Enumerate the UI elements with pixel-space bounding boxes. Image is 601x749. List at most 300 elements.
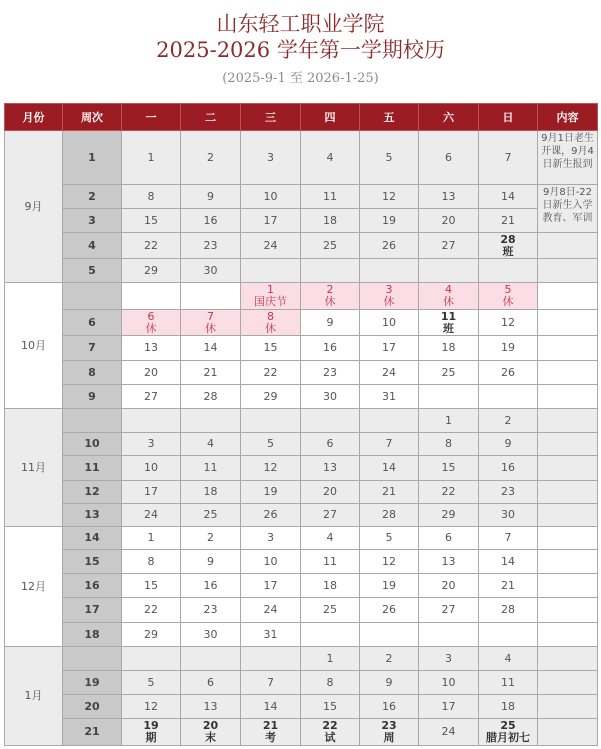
day-cell: [479, 456, 538, 481]
day-number: 5: [267, 437, 274, 450]
day-number: 18: [323, 213, 337, 227]
day-cell: [360, 336, 419, 361]
day-cell: [181, 310, 241, 336]
day-number: 7: [207, 309, 214, 323]
day-cell: [479, 409, 538, 433]
day-number: 5: [385, 150, 393, 164]
day-cell: [360, 456, 419, 481]
day-number: 2: [504, 413, 512, 427]
content-note: [538, 409, 598, 433]
day-number: 4: [445, 283, 452, 296]
day-number: 23: [381, 719, 397, 732]
day-cell: [241, 504, 301, 527]
content-note: [538, 433, 598, 456]
week-row: [5, 574, 598, 598]
week-number: 4: [63, 233, 122, 259]
day-number: 10: [263, 189, 278, 203]
week-row: [5, 336, 598, 361]
day-cell: [360, 433, 419, 456]
day-cell: [301, 361, 360, 385]
day-number: 3: [267, 531, 274, 544]
day-number: 27: [323, 508, 337, 521]
day-cell: [241, 361, 301, 385]
day-number: 17: [382, 341, 396, 354]
day-number: 4: [207, 437, 214, 450]
day-cell: [360, 504, 419, 527]
day-number: 18: [323, 578, 337, 592]
day-cell: [419, 433, 479, 456]
column-header: 月份: [5, 104, 63, 131]
day-cell: [181, 504, 241, 527]
day-cell: [181, 527, 241, 550]
day-number: 18: [441, 341, 456, 354]
day-cell: [419, 719, 479, 746]
day-number: 30: [203, 627, 218, 641]
day-cell: [479, 336, 538, 361]
day-note: 周: [383, 731, 395, 744]
day-number: 28: [500, 232, 516, 246]
day-number: 15: [263, 341, 278, 354]
day-cell: [301, 131, 360, 185]
day-number: 17: [263, 578, 278, 592]
day-note: 腊月初七: [486, 731, 530, 744]
day-cell: [181, 409, 241, 433]
month-label: 12月: [5, 527, 63, 647]
day-cell: [479, 550, 538, 574]
content-note: [538, 481, 598, 504]
day-cell: [181, 550, 241, 574]
day-cell: [181, 433, 241, 456]
week-number: 2: [63, 185, 122, 209]
day-cell: [122, 598, 181, 623]
content-note: 9月8日-22日新生入学教育、军训: [538, 185, 598, 233]
school-calendar-table: [4, 103, 598, 746]
day-number: 10: [144, 461, 158, 474]
day-note: 末: [205, 731, 216, 744]
day-number: 20: [323, 485, 337, 498]
week-number: 17: [63, 598, 122, 623]
content-note: [538, 283, 598, 310]
day-number: 12: [501, 315, 515, 329]
day-cell: [241, 456, 301, 481]
column-header: 二: [181, 104, 241, 131]
day-cell: [360, 671, 419, 695]
content-note: [538, 336, 598, 361]
day-cell: [122, 527, 181, 550]
week-number: 13: [63, 504, 122, 527]
day-cell: [479, 695, 538, 719]
week-row: [5, 361, 598, 385]
day-cell: [122, 623, 181, 647]
day-cell: [360, 361, 419, 385]
day-number: 7: [385, 437, 393, 450]
month-label: 1月: [5, 647, 63, 746]
day-number: 11: [323, 554, 337, 568]
week-row: [5, 695, 598, 719]
day-number: 29: [144, 627, 158, 641]
day-number: 9: [207, 554, 214, 568]
day-cell: [301, 574, 360, 598]
day-cell: [181, 361, 241, 385]
column-header: 五: [360, 104, 419, 131]
day-cell: [360, 574, 419, 598]
day-number: 1: [326, 651, 334, 665]
day-number: 6: [445, 150, 452, 164]
day-cell: [241, 481, 301, 504]
day-number: 24: [382, 365, 396, 379]
day-note: 班: [443, 321, 454, 335]
week-row: [5, 409, 598, 433]
day-number: 26: [382, 603, 396, 616]
day-number: 12: [382, 189, 396, 203]
day-cell: [241, 259, 301, 283]
day-note: 班: [502, 244, 514, 258]
week-number: 21: [63, 719, 122, 746]
day-note: 试: [324, 731, 336, 744]
day-note: 国庆节: [254, 295, 287, 308]
day-number: 22: [322, 719, 338, 732]
day-cell: [181, 209, 241, 233]
day-cell: [301, 283, 360, 310]
day-cell: [479, 598, 538, 623]
day-number: 5: [385, 531, 393, 544]
day-cell: [122, 574, 181, 598]
content-note: [538, 361, 598, 385]
day-cell: [419, 409, 479, 433]
day-cell: [419, 283, 479, 310]
day-number: 15: [144, 578, 158, 592]
month-label: 9月: [5, 131, 63, 283]
day-number: 30: [203, 263, 218, 277]
week-number: 19: [63, 671, 122, 695]
day-cell: [360, 209, 419, 233]
day-number: 27: [441, 238, 456, 252]
day-cell: [301, 671, 360, 695]
day-number: 9: [385, 675, 393, 689]
day-number: 4: [326, 150, 334, 164]
day-cell: [479, 574, 538, 598]
day-cell: [479, 310, 538, 336]
day-cell: [301, 433, 360, 456]
day-cell: [360, 550, 419, 574]
day-cell: [360, 623, 419, 647]
day-number: 9: [207, 189, 214, 203]
day-cell: [301, 209, 360, 233]
day-cell: [419, 336, 479, 361]
day-number: 25: [441, 365, 456, 379]
day-number: 21: [382, 485, 396, 498]
day-number: 13: [323, 461, 337, 474]
content-note: [538, 623, 598, 647]
week-row: [5, 456, 598, 481]
day-cell: [181, 385, 241, 409]
day-number: 23: [501, 485, 515, 498]
day-number: 2: [385, 651, 393, 665]
day-number: 25: [323, 603, 337, 616]
day-number: 10: [263, 554, 278, 568]
day-number: 10: [441, 675, 456, 689]
content-note: [538, 233, 598, 259]
day-cell: [419, 481, 479, 504]
day-number: 21: [501, 578, 515, 592]
day-number: 6: [147, 309, 155, 323]
day-number: 15: [441, 461, 456, 474]
day-number: 15: [323, 699, 337, 713]
day-number: 29: [144, 263, 158, 277]
day-cell: [479, 504, 538, 527]
day-cell: [241, 283, 301, 310]
day-number: 14: [501, 189, 515, 203]
day-cell: [301, 456, 360, 481]
column-header: 六: [419, 104, 479, 131]
day-number: 11: [323, 189, 337, 203]
day-cell: [181, 671, 241, 695]
week-number: 8: [63, 361, 122, 385]
day-cell: [241, 527, 301, 550]
day-number: 26: [501, 365, 515, 379]
day-cell: [360, 385, 419, 409]
day-cell: [241, 385, 301, 409]
day-number: 1: [147, 150, 155, 164]
column-header: 内容: [538, 104, 598, 131]
day-number: 26: [382, 238, 396, 252]
day-number: 8: [326, 675, 334, 689]
week-number: 1: [63, 131, 122, 185]
day-cell: [419, 209, 479, 233]
day-cell: [419, 671, 479, 695]
day-number: 27: [144, 389, 158, 403]
content-note: [538, 310, 598, 336]
day-number: 16: [323, 341, 337, 354]
day-cell: [181, 647, 241, 671]
day-cell: [301, 259, 360, 283]
day-number: 26: [263, 508, 278, 521]
day-cell: [181, 719, 241, 746]
day-number: 22: [144, 238, 158, 252]
content-note: [538, 385, 598, 409]
day-number: 6: [207, 675, 214, 689]
day-cell: [479, 719, 538, 746]
day-number: 6: [326, 437, 334, 450]
day-number: 20: [441, 578, 456, 592]
day-cell: [360, 131, 419, 185]
day-cell: [479, 361, 538, 385]
week-row: [5, 550, 598, 574]
day-number: 10: [382, 315, 396, 329]
day-cell: [241, 671, 301, 695]
day-number: 22: [144, 603, 158, 616]
day-number: 5: [504, 283, 512, 296]
day-number: 24: [441, 725, 456, 738]
day-number: 5: [147, 675, 155, 689]
day-cell: [122, 456, 181, 481]
day-number: 31: [382, 389, 396, 403]
day-cell: [241, 550, 301, 574]
day-cell: [122, 259, 181, 283]
content-note: [538, 456, 598, 481]
date-range: (2025-9-1 至 2026-1-25): [222, 71, 379, 86]
day-note: 休: [502, 295, 514, 308]
day-number: 1: [267, 283, 274, 296]
day-note: 休: [205, 321, 216, 335]
day-number: 23: [203, 603, 218, 616]
day-cell: [360, 185, 419, 209]
day-cell: [122, 336, 181, 361]
day-number: 17: [441, 699, 456, 713]
day-number: 4: [504, 651, 512, 665]
week-row: [5, 233, 598, 259]
day-cell: [241, 233, 301, 259]
day-number: 12: [144, 699, 158, 713]
day-cell: [360, 695, 419, 719]
day-cell: [181, 185, 241, 209]
day-cell: [479, 259, 538, 283]
column-header: 周次: [63, 104, 122, 131]
day-cell: [301, 185, 360, 209]
day-number: 24: [263, 238, 278, 252]
day-number: 11: [440, 309, 457, 323]
day-cell: [301, 385, 360, 409]
day-number: 27: [441, 603, 456, 616]
day-number: 15: [144, 213, 158, 227]
week-row: [5, 209, 598, 233]
content-note: 9月1日老生开课，9月4日新生报到: [538, 131, 598, 185]
week-row: [5, 671, 598, 695]
day-number: 3: [445, 651, 452, 665]
day-cell: [122, 385, 181, 409]
day-number: 11: [203, 461, 218, 474]
day-cell: [241, 695, 301, 719]
day-cell: [419, 647, 479, 671]
content-note: [538, 671, 598, 695]
day-cell: [122, 283, 181, 310]
day-cell: [419, 310, 479, 336]
day-number: 19: [501, 341, 515, 354]
day-number: 16: [382, 699, 396, 713]
week-row: [5, 527, 598, 550]
day-cell: [241, 719, 301, 746]
day-number: 23: [203, 238, 218, 252]
day-cell: [181, 233, 241, 259]
day-cell: [122, 131, 181, 185]
content-note: [538, 647, 598, 671]
day-number: 23: [323, 365, 337, 379]
day-cell: [181, 695, 241, 719]
week-number: 11: [63, 456, 122, 481]
week-row: [5, 647, 598, 671]
week-number: 12: [63, 481, 122, 504]
day-cell: [181, 623, 241, 647]
day-cell: [122, 185, 181, 209]
week-row: [5, 385, 598, 409]
day-cell: [241, 647, 301, 671]
week-number: [63, 409, 122, 433]
day-cell: [360, 598, 419, 623]
day-number: 18: [501, 699, 515, 713]
day-number: 7: [504, 150, 512, 164]
week-row: [5, 481, 598, 504]
day-number: 13: [441, 554, 456, 568]
day-number: 17: [144, 485, 158, 498]
day-cell: [301, 647, 360, 671]
day-cell: [122, 433, 181, 456]
day-cell: [479, 671, 538, 695]
day-cell: [301, 336, 360, 361]
content-note: [538, 719, 598, 746]
day-cell: [419, 131, 479, 185]
day-number: 8: [445, 437, 452, 450]
week-row: [5, 598, 598, 623]
day-number: 6: [445, 531, 452, 544]
day-cell: [360, 647, 419, 671]
day-cell: [241, 185, 301, 209]
day-number: 9: [504, 437, 512, 450]
header-row: [5, 104, 598, 131]
day-number: 20: [144, 365, 158, 379]
day-cell: [122, 209, 181, 233]
day-number: 7: [504, 531, 512, 544]
day-cell: [181, 283, 241, 310]
day-cell: [122, 481, 181, 504]
day-cell: [241, 310, 301, 336]
day-cell: [419, 259, 479, 283]
day-cell: [479, 481, 538, 504]
day-note: 休: [443, 295, 454, 308]
day-number: 16: [203, 213, 218, 227]
day-cell: [241, 598, 301, 623]
day-number: 20: [202, 719, 219, 732]
day-cell: [122, 647, 181, 671]
day-number: 2: [207, 531, 214, 544]
day-cell: [479, 131, 538, 185]
day-number: 16: [203, 578, 218, 592]
day-number: 12: [382, 554, 396, 568]
day-cell: [122, 719, 181, 746]
week-row: [5, 504, 598, 527]
content-note: [538, 259, 598, 283]
week-number: [63, 283, 122, 310]
month-label: 11月: [5, 409, 63, 527]
month-label: 10月: [5, 283, 63, 409]
week-number: 20: [63, 695, 122, 719]
day-cell: [181, 574, 241, 598]
content-note: [538, 504, 598, 527]
week-row: [5, 259, 598, 283]
day-cell: [181, 481, 241, 504]
day-number: 2: [207, 150, 214, 164]
week-number: 10: [63, 433, 122, 456]
calendar-title: 2025-2026 学年第一学期校历: [156, 38, 445, 62]
day-cell: [419, 695, 479, 719]
day-cell: [301, 409, 360, 433]
day-cell: [241, 409, 301, 433]
day-cell: [419, 574, 479, 598]
week-number: 9: [63, 385, 122, 409]
day-cell: [419, 385, 479, 409]
day-cell: [301, 233, 360, 259]
week-row: [5, 283, 598, 310]
day-number: 21: [203, 365, 218, 379]
day-cell: [479, 233, 538, 259]
week-number: 15: [63, 550, 122, 574]
day-number: 25: [500, 719, 516, 732]
day-cell: [122, 671, 181, 695]
day-cell: [122, 361, 181, 385]
day-number: 1: [445, 413, 452, 427]
day-number: 7: [267, 675, 274, 689]
day-number: 12: [263, 461, 278, 474]
content-note: [538, 695, 598, 719]
